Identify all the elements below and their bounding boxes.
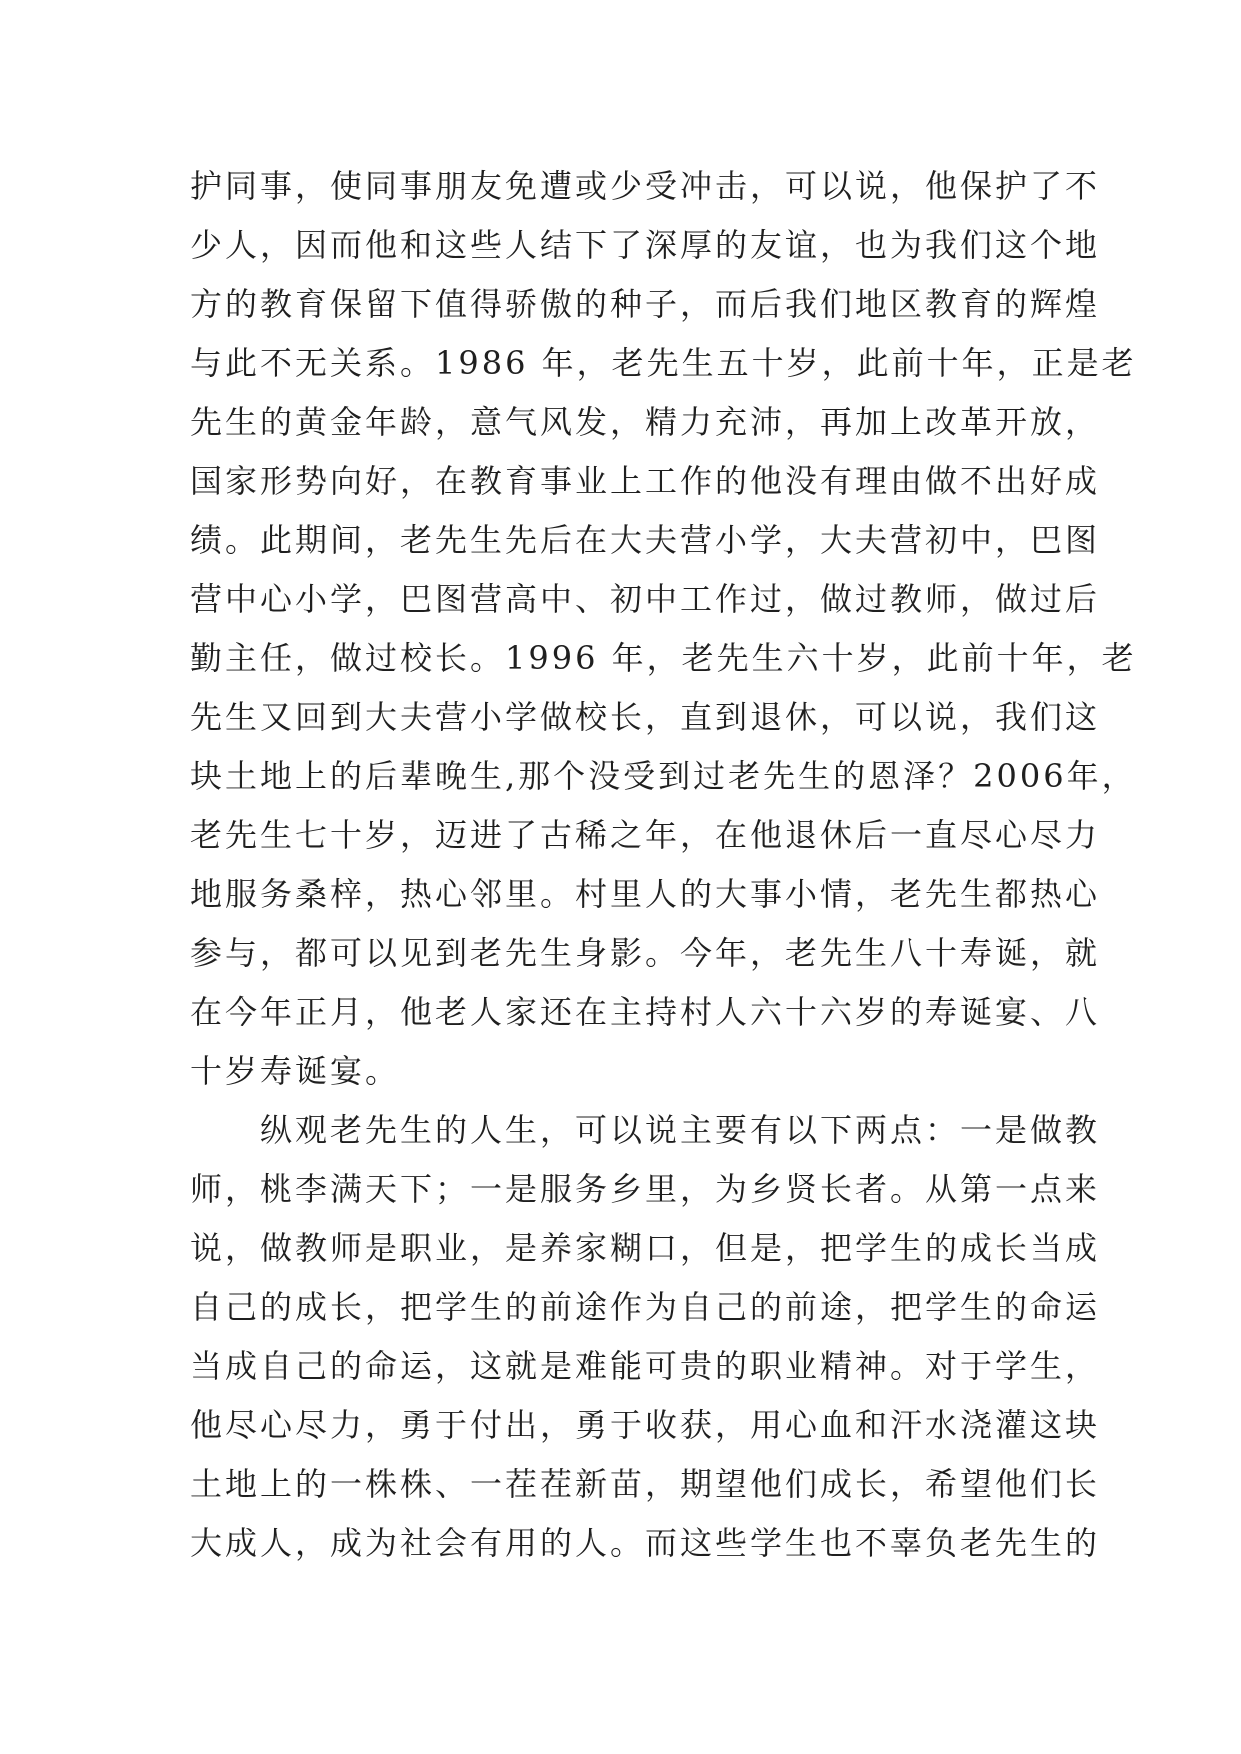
text-line: 大成人，成为社会有用的人。而这些学生也不辜负老先生的	[190, 1524, 1101, 1562]
text-line: 与此不无关系。1986 年，老先生五十岁，此前十年，正是老	[190, 344, 1137, 382]
text-line: 营中心小学，巴图营高中、初中工作过，做过教师，做过后	[190, 580, 1101, 618]
body-text	[190, 157, 1137, 1573]
text-line: 说，做教师是职业，是养家糊口，但是，把学生的成长当成	[190, 1229, 1101, 1267]
text-line: 国家形势向好，在教育事业上工作的他没有理由做不出好成	[190, 462, 1101, 500]
text-line: 少人，因而他和这些人结下了深厚的友谊，也为我们这个地	[190, 226, 1101, 264]
text-line: 勤主任，做过校长。1996 年，老先生六十岁，此前十年，老	[190, 639, 1137, 677]
text-line: 参与，都可以见到老先生身影。今年，老先生八十寿诞，就	[190, 934, 1101, 972]
text-line: 方的教育保留下值得骄傲的种子，而后我们地区教育的辉煌	[190, 285, 1101, 323]
text-line: 师，桃李满天下；一是服务乡里，为乡贤长者。从第一点来	[190, 1170, 1101, 1208]
text-line: 十岁寿诞宴。	[190, 1052, 401, 1090]
paragraph-first-line: 纵观老先生的人生，可以说主要有以下两点：一是做教	[190, 1111, 1101, 1149]
text-line: 当成自己的命运，这就是难能可贵的职业精神。对于学生，	[190, 1347, 1101, 1385]
text-line: 土地上的一株株、一茬茬新苗，期望他们成长，希望他们长	[190, 1465, 1101, 1503]
text-line: 他尽心尽力，勇于付出，勇于收获，用心血和汗水浇灌这块	[190, 1406, 1101, 1444]
text-line: 地服务桑梓，热心邻里。村里人的大事小情，老先生都热心	[190, 875, 1101, 913]
text-line: 先生的黄金年龄，意气风发，精力充沛，再加上改革开放，	[190, 403, 1101, 441]
text-line: 块土地上的后辈晚生,那个没受到过老先生的恩泽？2006年，	[190, 757, 1137, 795]
text-line: 护同事，使同事朋友免遭或少受冲击，可以说，他保护了不	[190, 167, 1101, 205]
text-line: 绩。此期间，老先生先后在大夫营小学，大夫营初中，巴图	[190, 521, 1101, 559]
text-line: 在今年正月，他老人家还在主持村人六十六岁的寿诞宴、八	[190, 993, 1101, 1031]
text-line: 先生又回到大夫营小学做校长，直到退休，可以说，我们这	[190, 698, 1101, 736]
text-line: 自己的成长，把学生的前途作为自己的前途，把学生的命运	[190, 1288, 1101, 1326]
text-line: 老先生七十岁，迈进了古稀之年，在他退休后一直尽心尽力	[190, 816, 1101, 854]
